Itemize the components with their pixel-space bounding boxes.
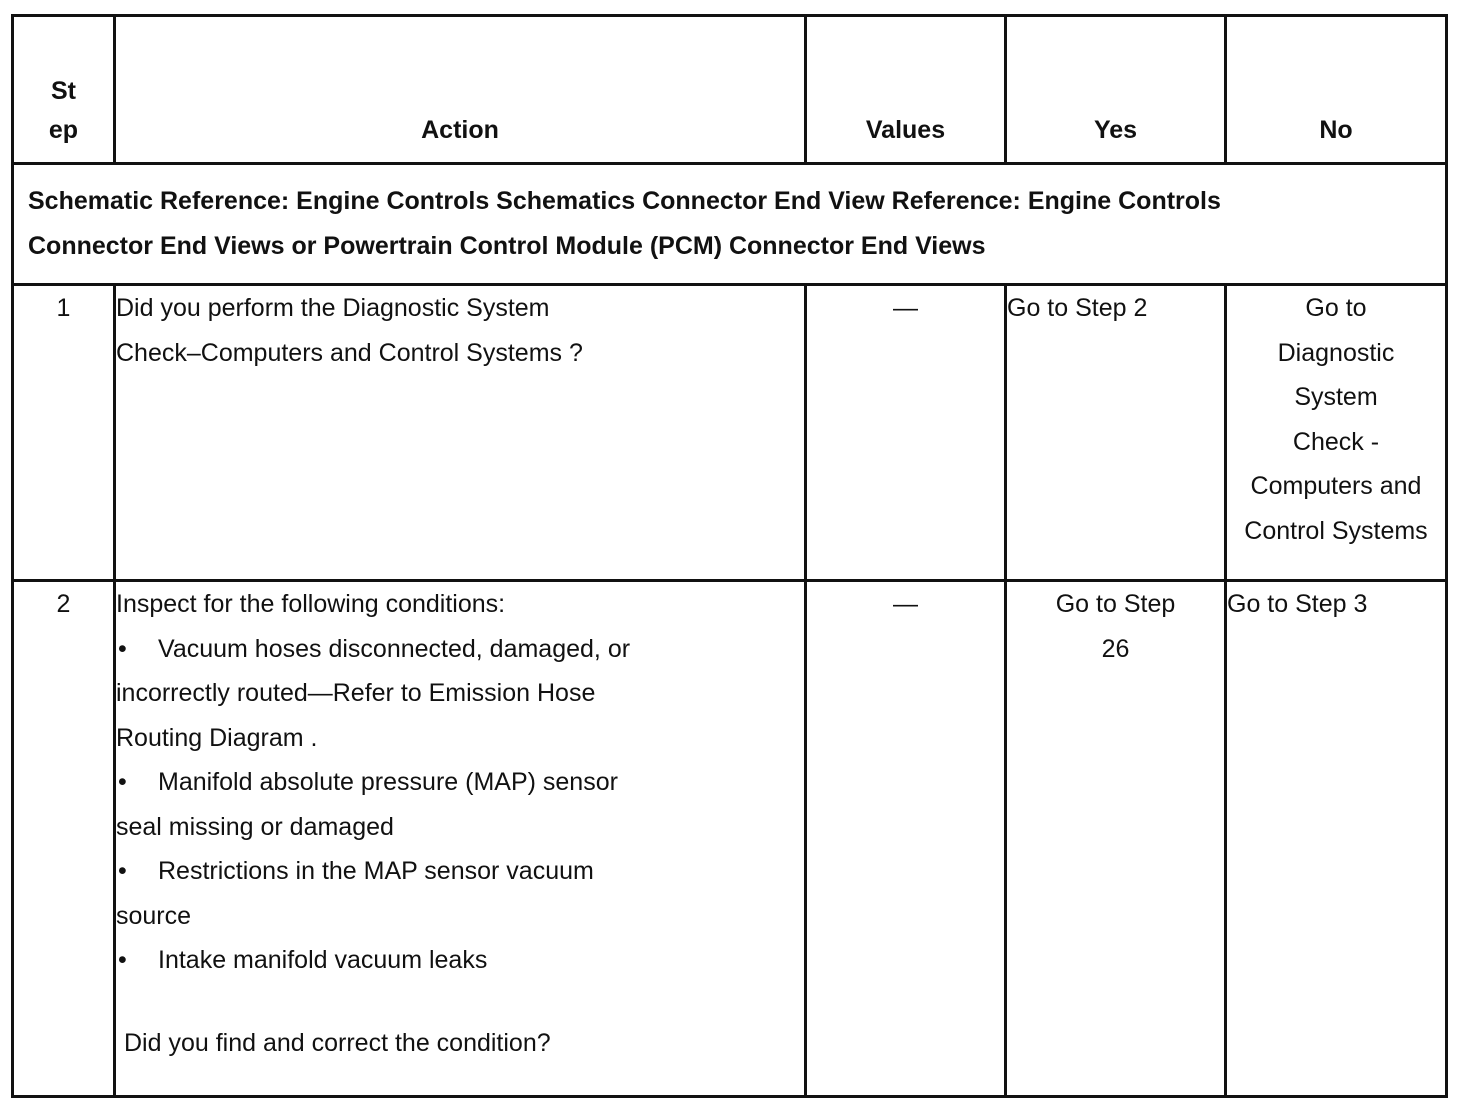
yes-line: 26 — [1101, 634, 1130, 663]
reference-line2: Connector End Views or Powertrain Control Module (PCM) Connector End Views — [28, 232, 986, 260]
bullet-continuation: Routing Diagram . — [116, 723, 318, 752]
bullet-icon: • — [118, 857, 127, 885]
bullet-item — [116, 849, 804, 894]
bullet-icon: • — [118, 768, 127, 796]
step-number: 2 — [13, 581, 115, 1097]
bullet-item — [116, 627, 804, 672]
header-step-line2: ep — [48, 116, 79, 144]
yes-cell — [1006, 581, 1226, 1097]
reference-row — [13, 164, 1447, 285]
action-cell — [115, 581, 806, 1097]
reference-cell — [13, 164, 1447, 285]
yes-cell: Go to Step 2 — [1006, 285, 1226, 581]
yes-line: Go to Step — [1055, 590, 1176, 618]
bullet-text: Intake manifold vacuum leaks — [158, 946, 488, 974]
bullet-icon: • — [118, 634, 127, 663]
no-line: Control Systems — [1244, 516, 1428, 545]
table-row — [13, 581, 1447, 1097]
no-line: Computers and — [1250, 472, 1422, 500]
action-cell — [115, 285, 806, 581]
action-question: Did you find and correct the condition? — [124, 1028, 551, 1057]
no-cell — [1226, 285, 1447, 581]
header-action: Action — [115, 16, 806, 164]
bullet-item — [116, 938, 804, 983]
header-yes: Yes — [1006, 16, 1226, 164]
step-number: 1 — [13, 285, 115, 581]
bullet-text: Manifold absolute pressure (MAP) sensor — [158, 768, 618, 796]
no-line: Diagnostic — [1277, 338, 1395, 367]
table-row — [13, 285, 1447, 581]
bullet-icon: • — [118, 946, 127, 974]
no-cell: Go to Step 3 — [1226, 581, 1447, 1097]
header-no: No — [1226, 16, 1447, 164]
action-intro: Inspect for the following conditions: — [116, 590, 506, 618]
header-values: Values — [806, 16, 1006, 164]
header-row — [13, 16, 1447, 164]
bullet-continuation: incorrectly routed—Refer to Emission Hose — [116, 679, 596, 707]
no-line: Check - — [1292, 427, 1380, 456]
no-line: Go to — [1305, 294, 1367, 322]
bullet-continuation: seal missing or damaged — [116, 812, 394, 841]
diagnostic-table — [11, 14, 1448, 1098]
bullet-text: Restrictions in the MAP sensor vacuum — [158, 857, 594, 885]
reference-line1: Schematic Reference: Engine Controls Schematics Connector End View Reference: Engine Controls — [28, 187, 1221, 215]
values-cell: — — [806, 285, 1006, 581]
bullet-text: Vacuum hoses disconnected, damaged, or — [158, 634, 631, 663]
header-step-line1: St — [51, 77, 76, 105]
action-line: Check–Computers and Control Systems ? — [116, 338, 583, 367]
bullet-continuation: source — [116, 901, 192, 930]
bullet-item — [116, 760, 804, 805]
header-step — [13, 16, 115, 164]
no-line: System — [1294, 383, 1378, 411]
action-line: Did you perform the Diagnostic System — [116, 294, 550, 322]
values-cell: — — [806, 581, 1006, 1097]
